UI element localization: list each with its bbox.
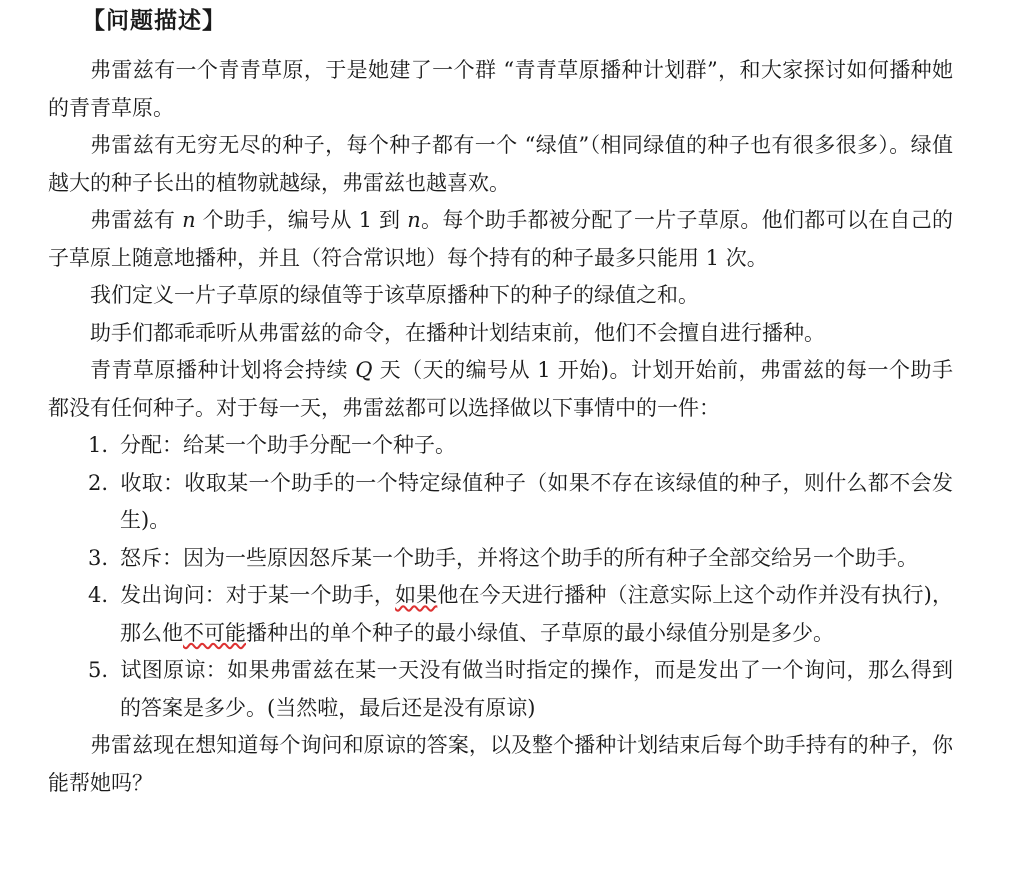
list-item-text: 分配：给某一个助手分配一个种子。 [120,433,456,457]
emphasis-text: 如果 [395,583,438,607]
paragraph-plan [48,352,953,427]
paragraph-final [48,727,953,802]
list-number: 1. [88,433,109,457]
list-item [48,465,953,540]
list-number: 3. [88,545,109,570]
paragraph-text: 弗雷兹有 [90,208,183,232]
math-variable: Q [355,358,373,382]
paragraph-text: 我们定义一片子草原的绿值等于该草原播种下的种子的绿值之和。 [90,283,699,307]
list-item-text: 发出询问：对于某一个助手， [120,583,396,607]
list-item [48,652,953,727]
paragraph-text: 弗雷兹有无穷无尽的种子，每个种子都有一个 “绿值”（相同绿值的种子也有很多很多）。绿值越大的种子长出的植物就越绿，弗雷兹也越喜欢。 [48,133,953,195]
list-item-text: 收取：收取某一个助手的一个特定绿值种子（如果不存在该绿值的种子，则什么都不会发生)。 [120,470,953,532]
paragraph-text: 弗雷兹现在想知道每个询问和原谅的答案，以及整个播种计划结束后每个助手持有的种子，你能帮她吗？ [48,733,953,795]
paragraph-intro [48,52,953,127]
list-item-text: 怒斥：因为一些原因怒斥某一个助手，并将这个助手的所有种子全部交给另一个助手。 [120,545,918,570]
list-number: 2. [88,470,109,495]
list-number: 4. [88,583,109,607]
emphasis-text: 不可能 [183,620,246,645]
list-item [48,577,953,652]
paragraph-text: 助手们都乖乖听从弗雷兹的命令，在播种计划结束前，他们不会擅自进行播种。 [90,320,825,345]
paragraph-definition [48,277,953,315]
list-item-text: 他在今天进行播种（注意实际上这个动作并没有执行)，那么他 [120,583,953,645]
paragraph-text: 弗雷兹有一个青青草原，于是她建了一个群 “青青草原播种计划群”，和大家探讨如何播种她的青青草原。 [48,58,953,120]
math-variable: n [407,208,421,232]
paragraph-helpers [48,202,953,277]
paragraph-text: 个助手，编号从 1 到 [195,208,408,232]
list-item [48,427,953,465]
paragraph-text: 。每个助手都被分配了一片子草原。他们都可以在自己的子草原上随意地播种，并且（符合常识地）每个持有的种子最多只能用 1 次。 [48,208,954,270]
list-item-text: 播种出的单个种子的最小绿值、子草原的最小绿值分别是多少。 [246,620,834,645]
paragraph-obey [48,315,953,353]
section-heading: 【问题描述】 [82,8,226,34]
list-item-text: 试图原谅：如果弗雷兹在某一天没有做当时指定的操作，而是发出了一个询问，那么得到的答案是多少。(当然啦，最后还是没有原谅) [120,658,953,720]
paragraph-seeds [48,127,953,202]
paragraph-text: 天（天的编号从 1 开始)。计划开始前，弗雷兹的每一个助手都没有任何种子。对于每一天，弗雷兹都可以选择做以下事情中的一件： [48,358,953,420]
list-item [48,540,953,578]
list-number: 5. [88,658,109,682]
paragraph-text: 青青草原播种计划将会持续 [90,358,356,382]
math-variable: n [182,208,196,232]
